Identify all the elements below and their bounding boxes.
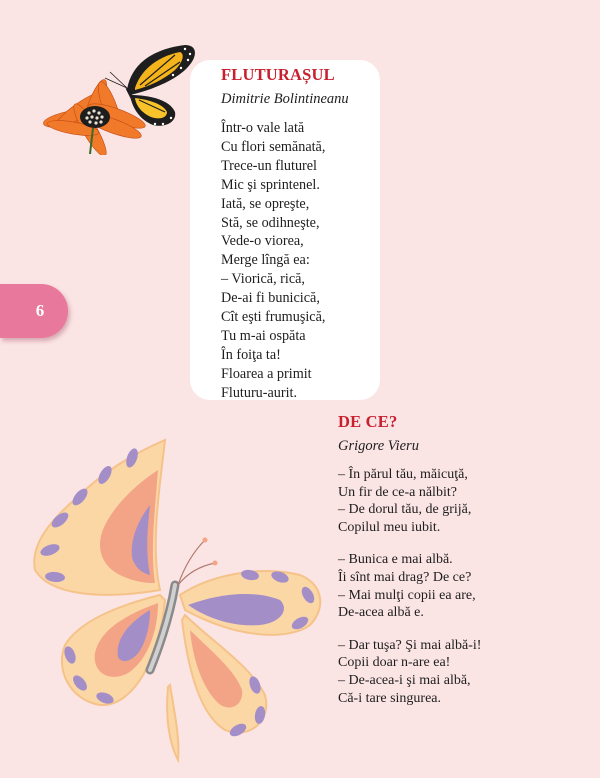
stanza-gap xyxy=(338,622,578,637)
pastel-butterfly-illustration xyxy=(10,425,340,765)
verse-line: – De dorul tău, de grijă, xyxy=(338,502,472,518)
poem-title: FLUTURAȘUL xyxy=(221,65,335,84)
poem-title: DE CE? xyxy=(338,412,398,431)
verse-line: Cît eşti frumuşică, xyxy=(221,309,326,326)
verse-line: Copilul meu iubit. xyxy=(338,519,441,535)
verse-line: – Dar tuşa? Şi mai albă-i! xyxy=(338,637,482,653)
poem-verses xyxy=(338,466,578,707)
verse-line: – În părul tău, măicuţă, xyxy=(338,467,468,482)
verse-line: Trece-un fluturel xyxy=(221,157,318,174)
verse-line: Floarea a primit xyxy=(221,365,312,382)
verse-line: Că-i tare singurea. xyxy=(338,690,442,706)
butterfly-icon xyxy=(34,440,320,760)
verse-line: Vede-o viorea, xyxy=(221,233,304,250)
verse-line: De-ai fi bunicică, xyxy=(221,290,320,307)
poem-author: Dimitrie Bolintineanu xyxy=(221,91,349,107)
verse-line: – Viorică, rică, xyxy=(221,271,305,288)
page-number: 6 xyxy=(35,301,45,320)
verse-line: Tu m-ai ospăta xyxy=(221,327,306,344)
verse-line: – Bunica e mai albă. xyxy=(338,552,453,568)
verse-line: Îi sînt mai drag? De ce? xyxy=(338,569,472,585)
verse-line: Un fir de ce-a nălbit? xyxy=(338,484,457,500)
page-number-badge xyxy=(0,284,68,338)
verse-line: Mic şi sprintenel. xyxy=(221,176,320,193)
verse-line: De-acea albă e. xyxy=(338,605,424,621)
verse-line: Copii doar n-are ea! xyxy=(338,655,451,671)
verse-line: – De-acea-i şi mai albă, xyxy=(338,672,471,688)
stanza-gap xyxy=(338,536,578,551)
poem-de-ce xyxy=(338,411,578,707)
verse-line: Stă, se odihneşte, xyxy=(221,214,320,231)
verse-line: Fluturu-aurit. xyxy=(221,384,298,401)
verse-line: În foiţa ta! xyxy=(221,346,281,363)
verse-line: Iată, se opreşte, xyxy=(221,195,310,212)
monarch-butterfly-illustration xyxy=(35,40,200,155)
poem-author: Grigore Vieru xyxy=(338,438,419,454)
verse-line: – Mai mulţi copii ea are, xyxy=(338,587,476,603)
verse-line: Merge lîngă ea: xyxy=(221,252,310,269)
verse-line: Cu flori semănată, xyxy=(221,138,326,155)
verse-line: Într-o vale lată xyxy=(221,120,305,136)
poem-verses xyxy=(221,119,381,403)
poem-fluturasul xyxy=(221,64,381,403)
